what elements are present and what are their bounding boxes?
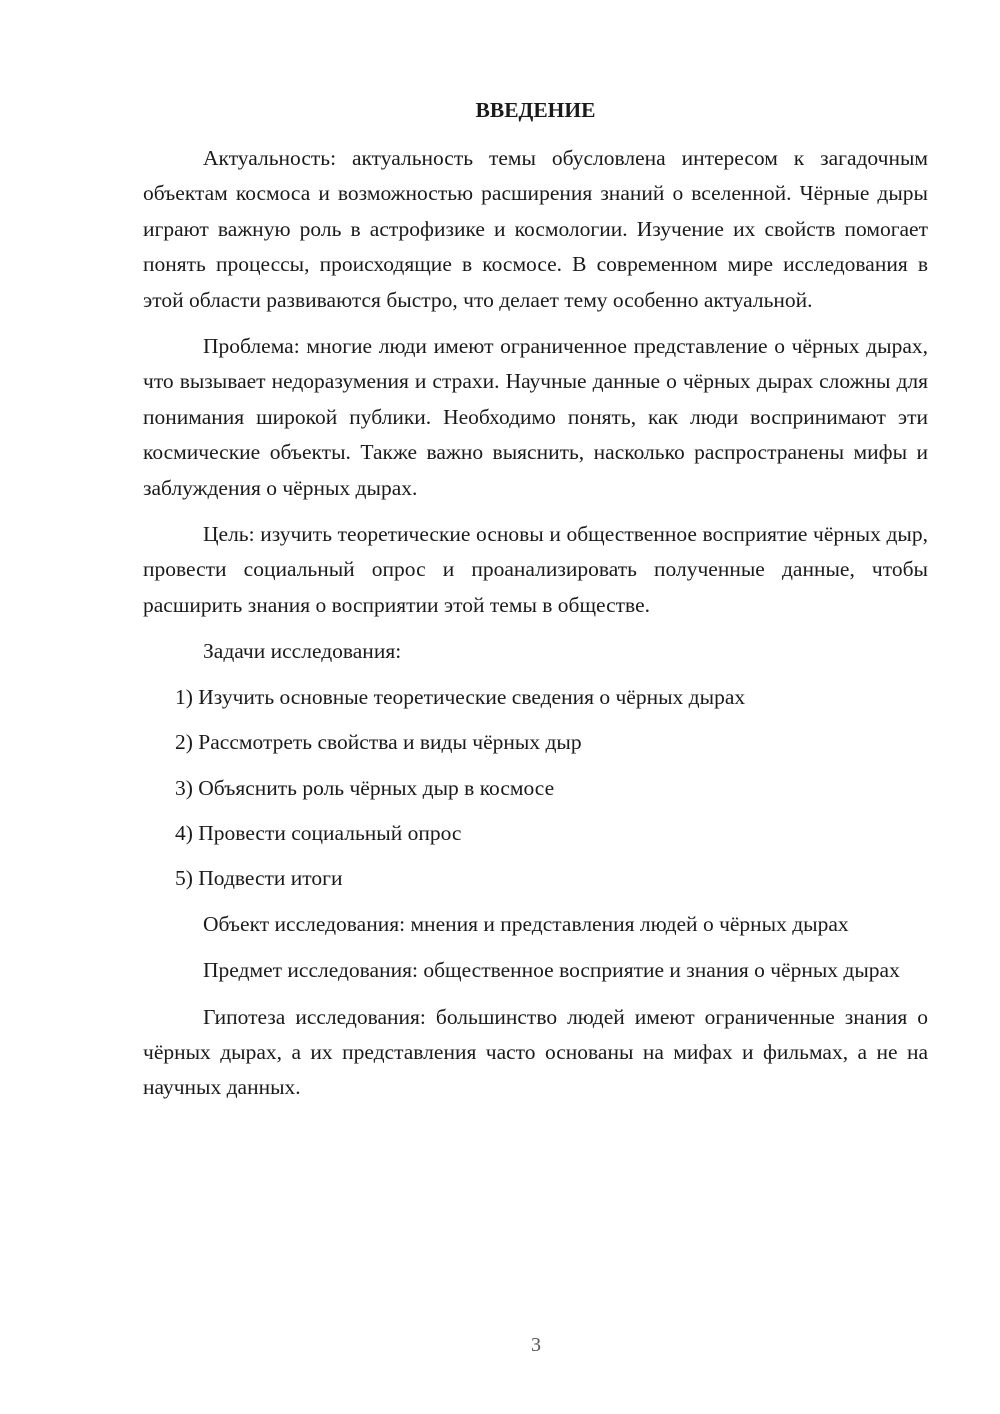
paragraph-hypothesis: Гипотеза исследования: большинство людей имеют ограниченные знания о чёрных дырах, а их представления часто основаны на мифах и фильмах, а не на научных данных. (143, 1004, 928, 1100)
paragraph-object: Объект исследования: мнения и представления людей о чёрных дырах (203, 911, 849, 936)
task-item: 2) Рассмотреть свойства и виды чёрных дыр (175, 730, 582, 755)
tasks-list (143, 680, 928, 897)
paragraph-problem: Проблема: многие люди имеют ограниченное представление о чёрных дырах, что вызывает недоразумения и страхи. Научные данные о чёрных дырах сложны для понимания широкой публики. Необходимо понять, как люди воспринимают эти космические объекты. Также важно выяснить, насколько распространены мифы и заблуждения о чёрных дырах. (143, 334, 928, 500)
page-number: 3 (531, 1334, 541, 1356)
tasks-heading: Задачи исследования: (203, 639, 402, 664)
paragraph-relevance: Актуальность: актуальность темы обусловлена интересом к загадочным объектам космоса и возможностью расширения знаний о вселенной. Чёрные дыры играют важную роль в астрофизике и космологии. Изучение их свойств помогает понять процессы, происходящие в космосе. В современном мире исследования в этой области развиваются быстро, что делает тему особенно актуальной. (143, 146, 928, 312)
task-item: 3) Объяснить роль чёрных дыр в космосе (175, 775, 555, 800)
task-item: 4) Провести социальный опрос (175, 820, 462, 845)
page-content (143, 93, 928, 1117)
section-title: ВВЕДЕНИЕ (475, 98, 596, 122)
task-item: 1) Изучить основные теоретические сведения о чёрных дырах (175, 684, 746, 709)
task-item: 5) Подвести итоги (175, 866, 343, 891)
paragraph-subject: Предмет исследования: общественное восприятие и знания о чёрных дырах (203, 958, 900, 983)
paragraph-goal: Цель: изучить теоретические основы и общественное восприятие чёрных дыр, провести социальный опрос и проанализировать полученные данные, чтобы расширить знания о восприятии этой темы в обществе. (143, 522, 928, 617)
